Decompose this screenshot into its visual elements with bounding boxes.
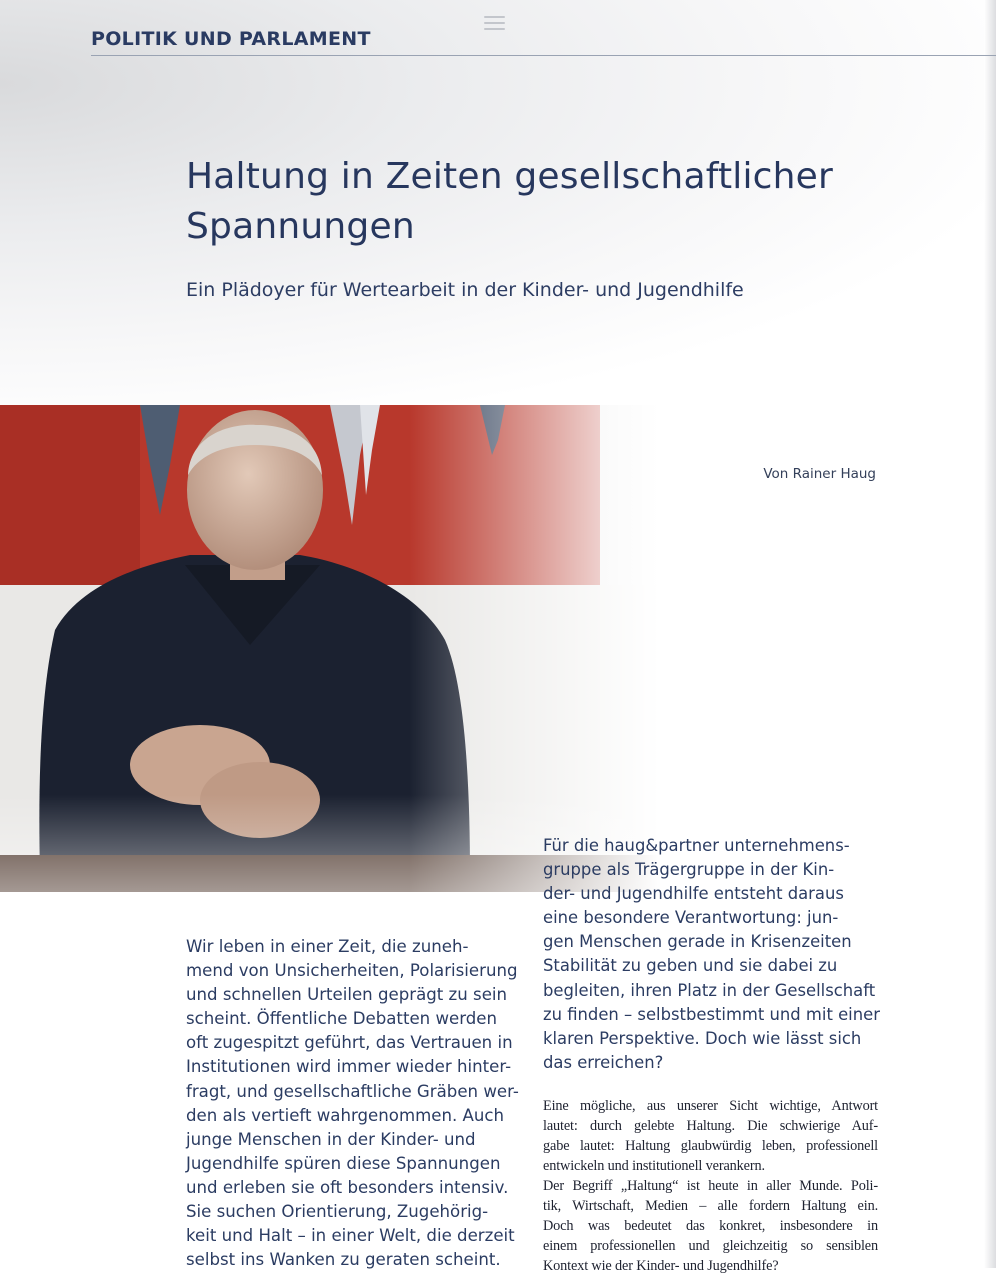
body-line: Wir leben in einer Zeit, die zuneh- (186, 937, 469, 956)
hamburger-menu-icon[interactable] (484, 14, 505, 32)
intro-line: Für die haug&partner unternehmens- (543, 836, 850, 855)
page-edge-shadow (984, 0, 996, 1268)
author-photo-image (0, 405, 660, 892)
body-line: junge Menschen in der Kinder- und (186, 1129, 476, 1149)
body-line: und erleben sie oft besonders intensiv. (186, 1177, 509, 1197)
body-paragraph-right-1 (543, 1096, 878, 1176)
body-line: tik, Wirtschaft, Medien – alle fordern Haltung ein. (543, 1198, 878, 1215)
article-title-line-2: Spannungen (186, 206, 415, 247)
body-line: keit und Halt – in einer Welt, die derzeit (186, 1226, 515, 1246)
intro-line: klaren Perspektive. Doch wie lässt sich (543, 1028, 862, 1048)
body-line: entwickeln und institutionell verankern. (543, 1158, 765, 1175)
intro-line: zu finden – selbstbestimmt und mit einer (543, 1004, 880, 1024)
body-line: und schnellen Urteilen geprägt zu sein (186, 985, 508, 1005)
body-line: oft zugespitzt geführt, das Vertrauen in (186, 1033, 513, 1053)
section-header: POLITIK UND PARLAMENT (91, 28, 371, 50)
body-line: scheint. Öffentliche Debatten werden (186, 1009, 498, 1029)
body-line: gabe lautet: Haltung glaubwürdig leben, professionell (543, 1138, 878, 1155)
intro-line: gruppe als Trägergruppe in der Kin- (543, 860, 835, 880)
intro-line: der- und Jugendhilfe entsteht daraus (543, 884, 844, 904)
article-title-line-1: Haltung in Zeiten gesellschaftlicher (186, 156, 834, 197)
body-line: Jugendhilfe spüren diese Spannungen (186, 1153, 501, 1173)
intro-line: begleiten, ihren Platz in der Gesellschaft (543, 980, 876, 1000)
body-line: lautet: durch gelebte Haltung. Die schwierige Auf- (543, 1118, 878, 1135)
body-line: den als vertieft wahrgenommen. Auch (186, 1105, 505, 1125)
article-title (186, 152, 886, 252)
body-line: Der Begriff „Haltung“ ist heute in aller Munde. Poli- (543, 1178, 878, 1194)
body-line: Institutionen wird immer wieder hinter- (186, 1057, 512, 1077)
body-paragraph-left (186, 935, 522, 1272)
body-line: Eine mögliche, aus unserer Sicht wichtige, Antwort (543, 1098, 878, 1114)
body-line: fragt, und gesellschaftliche Gräben wer- (186, 1081, 519, 1101)
body-line: einem professionellen und gleichzeitig so sensiblen (543, 1238, 878, 1255)
intro-paragraph (543, 834, 889, 1075)
body-line: Kontext wie der Kinder- und Jugendhilfe? (543, 1258, 779, 1275)
body-line: selbst ins Wanken zu geraten scheint. (186, 1250, 501, 1270)
intro-line: Stabilität zu geben und sie dabei zu (543, 956, 838, 976)
author-photo (0, 405, 660, 892)
body-line: mend von Unsicherheiten, Polarisierung (186, 961, 518, 981)
intro-line: gen Menschen gerade in Krisenzeiten (543, 932, 852, 952)
body-line: Sie suchen Orientierung, Zugehörig- (186, 1202, 489, 1222)
intro-line: eine besondere Verantwortung: jun- (543, 908, 839, 928)
article-subtitle: Ein Plädoyer für Wertearbeit in der Kinder- und Jugendhilfe (186, 279, 744, 301)
article-byline: Von Rainer Haug (763, 466, 876, 482)
intro-line: das erreichen? (543, 1052, 664, 1072)
header-rule (91, 55, 996, 56)
body-paragraph-right-2 (543, 1176, 878, 1276)
body-line: Doch was bedeutet das konkret, insbesondere in (543, 1218, 878, 1235)
